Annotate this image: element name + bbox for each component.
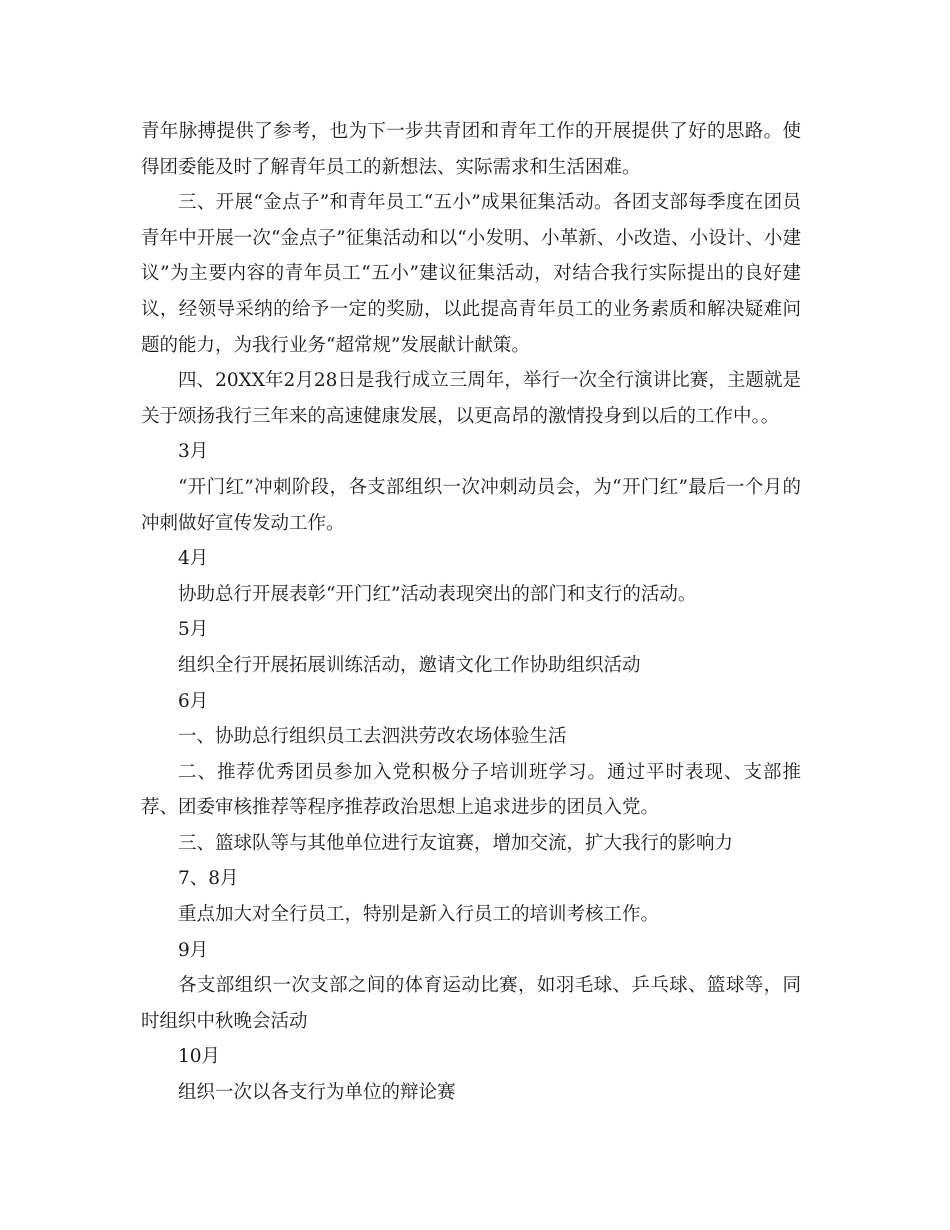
paragraph-june-3: 三、篮球队等与其他单位进行友谊赛，增加交流，扩大我行的影响力 [178,832,734,854]
month-heading-october: 10月 [178,1046,221,1068]
month-heading-july-august: 7、8月 [178,868,239,890]
paragraph-may: 组织全行开展拓展训练活动，邀请文化工作协助组织活动 [178,654,641,676]
month-heading-june: 6月 [178,690,209,712]
month-heading-april: 4月 [178,548,209,570]
paragraph-june-2: 二、推荐优秀团员参加入党积极分子培训班学习。通过平时表现、支部推荐、团委审核推荐等程序推荐政治思想上追求进步的团员入党。 [141,761,801,819]
paragraph-june-1: 一、协助总行组织员工去泗洪劳改农场体验生活 [178,726,567,748]
paragraph-youth-pulse: 青年脉搏提供了参考，也为下一步共青团和青年工作的开展提供了好的思路。使得团委能及时了解青年员工的新想法、实际需求和生活困难。 [141,121,801,178]
paragraph-march: “开门红”冲刺阶段，各支部组织一次冲刺动员会，为“开门红”最后一个月的冲刺做好宣传发动工作。 [141,476,801,534]
paragraph-april: 协助总行开展表彰“开门红”活动表现突出的部门和支行的活动。 [178,583,697,605]
month-heading-may: 5月 [178,619,209,641]
document-body [141,114,801,1111]
paragraph-september: 各支部组织一次支部之间的体育运动比赛，如羽毛球、乒乓球、篮球等，同时组织中秋晚会活动 [141,975,801,1032]
month-heading-september: 9月 [178,939,209,961]
month-heading-march: 3月 [178,441,209,463]
paragraph-golden-idea: 三、开展“金点子”和青年员工“五小”成果征集活动。各团支部每季度在团员青年中开展一次“金点子”征集活动和以“小发明、小革新、小改造、小设计、小建议”为主要内容的青年员工“五小”建议征集活动，对结合我行实际提出的良好建议，经领导采纳的给予一定的奖励，以此提高青年员工的业务素质和解决疑难问题的能力，为我行业务“超常规”发展献计献策。 [141,192,801,356]
paragraph-october: 组织一次以各支行为单位的辩论赛 [178,1082,456,1104]
paragraph-july-august: 重点加大对全行员工，特别是新入行员工的培训考核工作。 [178,904,660,926]
paragraph-anniversary-speech: 四、20XX年2月28日是我行成立三周年，举行一次全行演讲比赛，主题就是关于颂扬我行三年来的高速健康发展，以更高昂的激情投身到以后的工作中。。 [141,370,801,427]
